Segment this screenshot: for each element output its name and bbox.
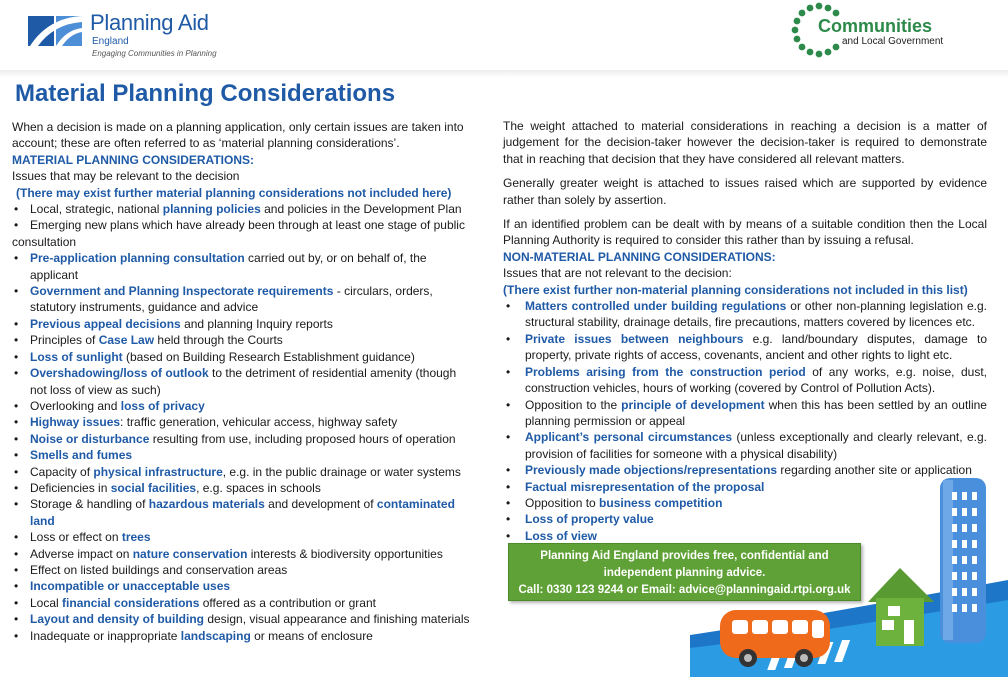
bullet-icon: • bbox=[506, 495, 511, 510]
list-item: • Matters controlled under building regulations or other non-planning legislation e.g. structural stability, drainage details, fire precautions, matters covered by licences etc. bbox=[506, 299, 987, 330]
advice-contact[interactable]: Call: 0330 123 9244 or Email: advice@planningaid.rtpi.org.uk bbox=[518, 584, 851, 596]
bullet-icon: • bbox=[506, 528, 511, 543]
planning-aid-mark-icon bbox=[28, 12, 84, 50]
advice-line-2: independent planning advice. bbox=[603, 567, 766, 579]
bullet-icon: • bbox=[14, 251, 19, 266]
tower-building-icon bbox=[940, 478, 986, 643]
condition-paragraph: If an identified problem can be dealt with by means of a suitable condition then the Local Planning Authority is required to consider this rather than by issuing a refusal. bbox=[503, 217, 987, 248]
evidence-paragraph: Generally greater weight is attached to issues raised which are supported by evidence rather than solely by assertion. bbox=[503, 176, 987, 207]
list-item: • Government and Planning Inspectorate requirements - circulars, orders, statutory instruments, guidance and advice bbox=[14, 284, 433, 315]
material-lead: Issues that may be relevant to the decision bbox=[12, 169, 240, 184]
list-item: • Highway issues: traffic generation, vehicular access, highway safety bbox=[14, 415, 398, 430]
list-item: • Loss or effect on trees bbox=[14, 530, 151, 545]
list-item: • Opposition to business competition bbox=[506, 495, 723, 510]
material-list bbox=[12, 201, 474, 644]
bullet-icon: • bbox=[14, 546, 19, 561]
bullet-icon: • bbox=[14, 628, 19, 643]
planning-aid-sub: England bbox=[92, 36, 129, 47]
bullet-icon: • bbox=[14, 448, 19, 463]
list-item: • Deficiencies in social facilities, e.g. spaces in schools bbox=[14, 480, 321, 495]
bullet-icon: • bbox=[14, 333, 19, 348]
list-item: • Opposition to the principle of development when this has been settled by an outline planning permission or appeal bbox=[506, 397, 987, 428]
bullet-icon: • bbox=[14, 612, 19, 627]
bullet-icon: • bbox=[14, 464, 19, 479]
list-item: • Applicant’s personal circumstances (unless exceptionally and clearly relevant, e.g. provision of facilities for someone with a physical disability) bbox=[506, 430, 987, 461]
list-item: • Local, strategic, national planning policies and policies in the Development Plan bbox=[14, 202, 462, 217]
list-item: • Inadequate or inappropriate landscaping or means of enclosure bbox=[14, 628, 373, 643]
non-material-note: (There exist further non-material planning considerations not included in this list) bbox=[503, 282, 968, 297]
bullet-icon: • bbox=[14, 480, 19, 495]
clg-logo bbox=[790, 2, 980, 62]
list-item: • Factual misrepresentation of the proposal bbox=[506, 479, 765, 494]
material-note: (There may exist further material planning considerations not included here) bbox=[16, 185, 452, 200]
planning-aid-name: Planning Aid bbox=[90, 10, 209, 35]
bullet-icon: • bbox=[506, 479, 511, 494]
non-material-lead: Issues that are not relevant to the decision: bbox=[503, 266, 732, 281]
bullet-icon: • bbox=[14, 366, 19, 381]
header-divider bbox=[0, 70, 1008, 78]
bullet-icon: • bbox=[14, 595, 19, 610]
bullet-icon: • bbox=[14, 431, 19, 446]
list-item: • Smells and fumes bbox=[14, 448, 133, 463]
list-item: • Incompatible or unacceptable uses bbox=[14, 579, 231, 594]
list-item: • Effect on listed buildings and conservation areas bbox=[14, 562, 288, 577]
list-item: • Previous appeal decisions and planning Inquiry reports bbox=[14, 316, 333, 331]
bullet-icon: • bbox=[14, 415, 19, 430]
list-item: • Overlooking and loss of privacy bbox=[14, 398, 205, 413]
clg-name: Communities bbox=[818, 16, 933, 36]
bullet-icon: • bbox=[506, 299, 511, 314]
list-item: • Loss of sunlight (based on Building Research Establishment guidance) bbox=[14, 349, 415, 364]
advice-line-1: Planning Aid England provides free, confidential and bbox=[540, 550, 829, 562]
list-item: • Emerging new plans which have already been through at least one stage of public consultation bbox=[12, 218, 465, 249]
list-item: • Adverse impact on nature conservation interests & biodiversity opportunities bbox=[14, 546, 443, 561]
list-item: • Local financial considerations offered as a contribution or grant bbox=[14, 595, 376, 610]
planning-aid-tagline: Engaging Communities in Planning bbox=[92, 49, 217, 58]
list-item: • Capacity of physical infrastructure, e.g. in the public drainage or water systems bbox=[14, 464, 461, 479]
planning-aid-logo bbox=[28, 8, 228, 60]
non-material-heading: NON-MATERIAL PLANNING CONSIDERATIONS: bbox=[503, 249, 776, 264]
list-item: • Problems arising from the construction period of any works, e.g. noise, dust, construction vehicles, hours of working (covered by Control of Pollution Acts). bbox=[506, 364, 988, 396]
bullet-icon: • bbox=[506, 397, 511, 412]
bullet-icon: • bbox=[14, 398, 19, 413]
bullet-icon: • bbox=[14, 579, 19, 594]
clg-sub: and Local Government bbox=[842, 36, 944, 47]
weight-paragraph: The weight attached to material considerations in reaching a decision is a matter of judgement for the decision-taker however the decision-taker is required to demonstrate that in reaching that decision that they have considered all relevant matters. bbox=[503, 119, 987, 166]
list-item: • Previously made objections/representations regarding another site or application bbox=[506, 463, 972, 478]
page-title: Material Planning Considerations bbox=[15, 80, 396, 107]
list-item: • Layout and density of building design, visual appearance and finishing materials bbox=[14, 612, 470, 627]
bullet-icon: • bbox=[14, 218, 19, 233]
bullet-icon: • bbox=[506, 512, 511, 527]
bullet-icon: • bbox=[506, 364, 511, 379]
list-item: • Principles of Case Law held through the Courts bbox=[14, 333, 283, 348]
list-item: • Noise or disturbance resulting from use, including proposed hours of operation bbox=[14, 431, 456, 446]
list-item: • Loss of property value bbox=[506, 512, 654, 527]
bullet-icon: • bbox=[14, 497, 19, 512]
bullet-icon: • bbox=[14, 202, 19, 217]
list-item: • Overshadowing/loss of outlook to the detriment of residential amenity (though not loss of view as such) bbox=[14, 366, 457, 397]
intro-text: When a decision is made on a planning application, only certain issues are taken into account; these are often referred to as ‘material planning considerations’. bbox=[12, 120, 464, 151]
bullet-icon: • bbox=[506, 430, 511, 445]
bullet-icon: • bbox=[14, 349, 19, 364]
bullet-icon: • bbox=[14, 284, 19, 299]
bullet-icon: • bbox=[14, 530, 19, 545]
bullet-icon: • bbox=[506, 331, 511, 346]
bullet-icon: • bbox=[14, 562, 19, 577]
list-item: • Private issues between neighbours e.g. land/boundary disputes, damage to property, private rights of access, covenants, ancient and other rights to light etc. bbox=[506, 331, 987, 363]
material-heading: MATERIAL PLANNING CONSIDERATIONS: bbox=[12, 152, 254, 167]
list-item: • Pre-application planning consultation carried out by, or on behalf of, the applicant bbox=[14, 251, 427, 282]
list-item: • Storage & handling of hazardous materials and development of contaminated land bbox=[14, 497, 455, 528]
bullet-icon: • bbox=[14, 316, 19, 331]
town-illustration bbox=[690, 470, 1008, 677]
left-column bbox=[12, 119, 474, 644]
bullet-icon: • bbox=[506, 463, 511, 478]
list-item: • Loss of view bbox=[506, 528, 598, 543]
